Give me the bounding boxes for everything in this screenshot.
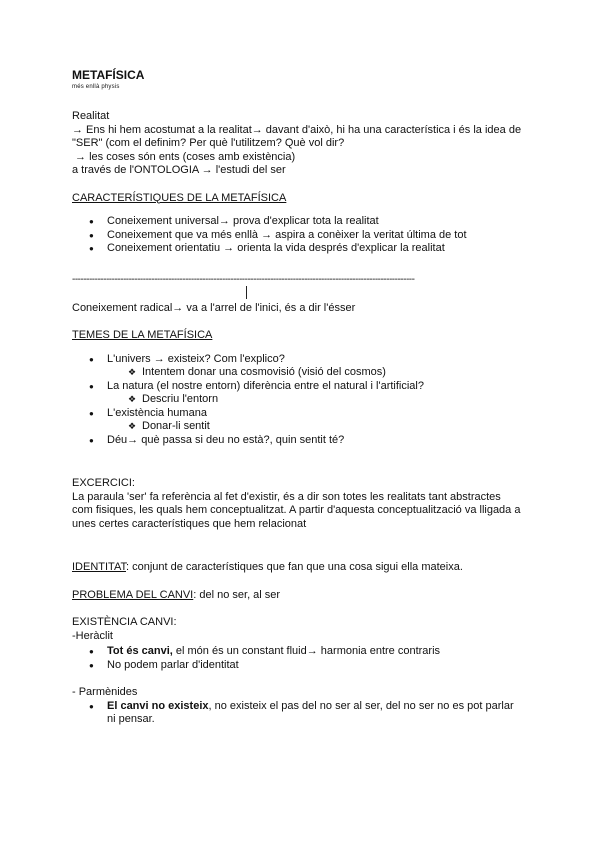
list-item-text: La natura (el nostre entorn) diferència entre el natural i l'artificial? <box>107 379 424 392</box>
intro-line: → les coses són ents (coses amb existència) <box>72 150 296 163</box>
identitat-definition: : conjunt de característiques que fan que una cosa sigui ella mateixa. <box>125 561 463 573</box>
exercici-heading: EXCERCICI: <box>72 477 135 489</box>
parmenides-bold: El canvi no existeix <box>107 699 209 712</box>
list-item <box>72 353 542 380</box>
sub-list-item: ❖ Intentem donar una cosmovisió (visió del cosmos) <box>72 366 542 380</box>
list-item-text: L'existència humana <box>107 406 207 419</box>
sub-list <box>107 393 542 407</box>
sub-list-item: ❖ Donar-li sentit <box>72 420 542 434</box>
parmenides-rest: , no existeix el pas del no ser al ser, del no ser no es pot parlar ni pensar. <box>107 699 514 725</box>
exercici-line: La paraula 'ser' fa referència al fet d'existir, és a dir son totes les realitats tant abstractes <box>72 490 501 503</box>
divider-gap <box>72 286 542 300</box>
page-title: METAFÍSICA <box>72 68 145 82</box>
dashed-divider: ------------------------------------------------------------------------------------------------------------------------- <box>72 273 415 285</box>
radical-line: Coneixement radical→ va a l'arrel de l'inici, és a dir l'ésser <box>72 301 356 314</box>
intro-heading: Realitat <box>72 110 110 122</box>
problema-term: PROBLEMA DEL CANVI <box>72 588 194 601</box>
vertical-bar-mark <box>246 286 247 299</box>
list-item-text: Déu→ què passa si deu no està?, quin sentit té? <box>107 433 345 446</box>
intro-line: → Ens hi hem acostumat a la realitat→ davant d'això, hi ha una característica i és la idea de <box>72 123 522 136</box>
problema-definition: : del no ser, al ser <box>193 588 281 601</box>
list-item-text: L'univers → existeix? Com l'explico? <box>107 352 285 365</box>
intro-line: a través de l'ONTOLOGIA → l'estudi del ser <box>72 164 286 176</box>
heraclit-list <box>72 645 542 672</box>
page-subtitle: més enllà physis <box>72 84 120 90</box>
list-item: ● Coneixement que va més enllà → aspira a conèixer la veritat última de tot <box>72 229 542 243</box>
exercici-line: unes certes característiques que hem relacionat <box>72 517 307 530</box>
list-item: ● Coneixement orientatiu → orienta la vida després d'explicar la realitat <box>72 242 542 256</box>
sub-list <box>107 366 542 380</box>
list-item: ● Coneixement universal→ prova d'explicar tota la realitat <box>72 215 542 229</box>
list-item <box>72 645 542 659</box>
existencia-heading: EXISTÈNCIA CANVI: <box>72 616 177 628</box>
sub-list-item: ❖ Descriu l'entorn <box>72 393 542 407</box>
temes-heading: TEMES DE LA METAFÍSICA <box>72 329 213 341</box>
identitat-term: IDENTITAT <box>72 561 126 573</box>
list-item: ● No podem parlar d'identitat <box>72 659 542 673</box>
identitat-line <box>72 561 542 575</box>
heraclit-rest: el món és un constant fluid→ harmonia entre contraris <box>172 645 441 657</box>
list-item <box>72 380 542 407</box>
list-item <box>72 407 542 434</box>
sub-list <box>107 420 542 434</box>
problema-line <box>72 589 542 603</box>
parmenides-list <box>72 700 542 727</box>
caracteristiques-list <box>72 215 542 256</box>
heraclit-bold: Tot és canvi, <box>107 645 173 657</box>
list-item <box>72 700 542 727</box>
document-page <box>72 68 542 727</box>
caracteristiques-heading: CARACTERÍSTIQUES DE LA METAFÍSICA <box>72 191 287 204</box>
intro-line: "SER" (com el definim? Per què l'utilitzem? Què vol dir? <box>72 137 345 149</box>
parmenides-name: - Parmènides <box>72 686 138 698</box>
temes-list <box>72 353 542 448</box>
list-item <box>72 434 542 448</box>
heraclit-name: -Heràclit <box>72 629 113 642</box>
exercici-line: com fisiques, les quals hem conceptualitzat. A partir d'aquesta conceptualització va lligada a <box>72 504 521 516</box>
